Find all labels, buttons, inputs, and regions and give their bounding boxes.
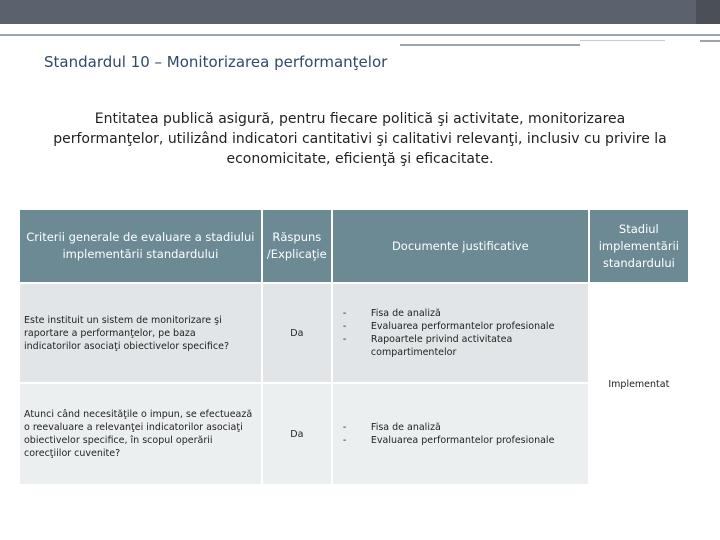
band-segment [0,0,696,24]
document-text: Fisa de analiză [370,308,441,319]
document-text: Fisa de analiză [370,422,441,433]
document-text: Evaluarea performantelor profesionale [370,435,555,446]
header-criteria: Criterii generale de evaluare a stadiului implementării standardului [20,210,261,282]
table-row [20,284,688,382]
bullet-dash: - [342,334,347,345]
header-rule [0,34,720,36]
header-answer: Răspuns /Explicaţie [263,210,331,282]
bullet-dash: - [342,422,347,433]
documents-cell [333,384,588,484]
document-item [343,307,582,320]
header-rule-end [700,40,720,42]
answer-cell: Da [263,284,331,382]
header-rule-thin [580,40,665,41]
criteria-cell: Atunci când necesităţile o impun, se efectuează o reevaluare a relevanţei indicatorilor asociaţi obiectivelor specifice, în scopul operării corecţiilor cuvenite? [20,384,261,484]
bullet-dash: - [342,435,347,446]
answer-cell: Da [263,384,331,484]
document-text: Evaluarea performantelor profesionale [370,321,555,332]
document-item [343,333,582,359]
document-item [343,320,582,333]
document-item [343,434,582,447]
bullet-dash: - [342,321,347,332]
documents-cell [333,284,588,382]
standard-evaluation-table [18,208,690,486]
bullet-dash: - [342,308,347,319]
intro-paragraph: Entitatea publică asigură, pentru fiecare politică şi activitate, monitorizarea performanţelor, utilizând indicatori cantitativi şi calitativi relevanţi, inclusiv cu privire la economicitate, eficienţă şi eficacitate. [53,111,667,167]
header-documents: Documente justificative [333,210,588,282]
table-row [20,384,688,484]
header-rule-short [400,44,580,46]
criteria-cell: Este instituit un sistem de monitorizare şi raportare a performanţelor, pe baza indicatorilor asociaţi obiectivelor specifice? [20,284,261,382]
status-cell: Implementat [590,284,688,484]
document-item [343,421,582,434]
top-decorative-band [0,0,720,24]
header-status: Stadiul implementării standardului [590,210,688,282]
slide-title: Standardul 10 – Monitorizarea performanţelor [44,53,388,71]
document-text: Rapoartele privind activitatea compartimentelor [370,334,513,358]
